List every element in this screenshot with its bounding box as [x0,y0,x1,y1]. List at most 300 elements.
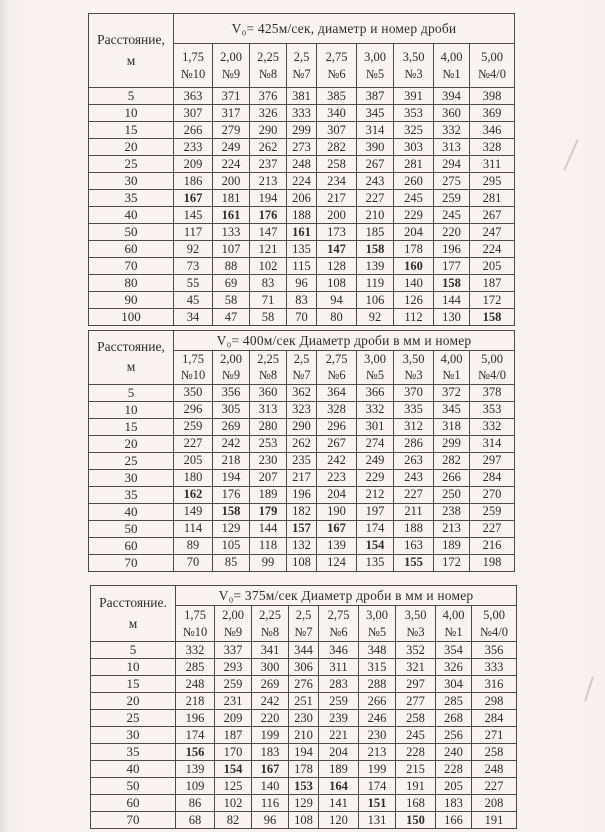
velocity-cell: 213 [250,173,287,190]
table-row [89,537,515,554]
table-row [91,710,517,727]
velocity-cell: 147 [317,241,357,258]
velocity-cell: 293 [215,659,252,676]
velocity-cell: 321 [396,659,436,676]
velocity-cell: 217 [287,469,317,486]
velocity-cell: 204 [317,486,357,503]
velocity-cell: 281 [394,156,434,173]
velocity-cell: 216 [470,537,515,554]
velocity-cell: 305 [213,401,250,418]
velocity-cell: 68 [176,812,215,829]
table-row [89,292,515,309]
velocity-cell: 174 [176,727,215,744]
velocity-cell: 198 [470,554,515,571]
velocity-cell: 391 [394,88,434,105]
velocity-cell: 274 [357,435,394,452]
shot-size-header: 2,00 №9 [215,606,252,642]
velocity-cell: 328 [317,401,357,418]
table-row [89,173,515,190]
velocity-cell: 129 [213,520,250,537]
velocity-cell: 173 [317,224,357,241]
velocity-cell: 161 [213,207,250,224]
velocity-cell: 179 [250,503,287,520]
velocity-cell: 298 [472,693,517,710]
velocity-cell: 224 [287,173,317,190]
velocity-cell: 83 [287,292,317,309]
velocity-cell: 109 [176,778,215,795]
velocity-cell: 149 [174,503,213,520]
distance-column-header: Расстояние, м [89,331,174,385]
velocity-cell: 176 [213,486,250,503]
velocity-cell: 283 [319,676,359,693]
table-row [91,812,517,829]
velocity-cell: 230 [289,710,319,727]
velocity-cell: 231 [215,693,252,710]
velocity-cell: 196 [287,486,317,503]
velocity-cell: 151 [359,795,396,812]
velocity-cell: 89 [174,537,213,554]
shot-size-header: 4,00 №1 [434,44,470,88]
velocity-cell: 346 [470,122,515,139]
velocity-cell: 145 [174,207,213,224]
velocity-cell: 350 [174,384,213,401]
velocity-cell: 243 [394,469,434,486]
velocity-cell: 158 [434,275,470,292]
table-row [89,190,515,207]
velocity-cell: 178 [394,241,434,258]
velocity-cell: 332 [176,642,215,659]
velocity-cell: 356 [213,384,250,401]
velocity-cell: 315 [359,659,396,676]
distance-cell: 30 [89,469,174,486]
velocity-cell: 307 [174,105,213,122]
velocity-cell: 144 [434,292,470,309]
table-row [89,122,515,139]
velocity-cell: 378 [470,384,515,401]
velocity-cell: 325 [394,122,434,139]
velocity-cell: 259 [215,676,252,693]
velocity-cell: 284 [472,710,517,727]
shot-size-header: 3,50 №3 [394,351,434,385]
velocity-cell: 246 [359,710,396,727]
velocity-cell: 209 [215,710,252,727]
velocity-cell: 174 [359,778,396,795]
velocity-cell: 370 [394,384,434,401]
velocity-cell: 115 [287,258,317,275]
velocity-cell: 157 [287,520,317,537]
velocity-cell: 345 [357,105,394,122]
velocity-cell: 369 [470,105,515,122]
velocity-cell: 249 [357,452,394,469]
velocity-cell: 85 [213,554,250,571]
velocity-cell: 353 [470,401,515,418]
velocity-cell: 259 [434,190,470,207]
velocity-cell: 333 [287,105,317,122]
velocity-cell: 284 [470,469,515,486]
distance-cell: 60 [91,795,176,812]
velocity-cell: 230 [250,452,287,469]
velocity-cell: 131 [359,812,396,829]
velocity-cell: 353 [394,105,434,122]
distance-cell: 40 [89,503,174,520]
velocity-cell: 140 [394,275,434,292]
velocity-cell: 267 [317,435,357,452]
velocity-cell: 242 [252,693,289,710]
velocity-cell: 124 [317,554,357,571]
table-row [91,761,517,778]
velocity-cell: 269 [213,418,250,435]
velocity-cell: 213 [359,744,396,761]
velocity-cell: 182 [287,503,317,520]
velocity-cell: 242 [213,435,250,452]
velocity-cell: 211 [394,503,434,520]
velocity-cell: 150 [396,812,436,829]
velocity-cell: 340 [317,105,357,122]
velocity-cell: 281 [470,190,515,207]
velocity-cell: 230 [359,727,396,744]
table-row [89,384,515,401]
table-row [89,105,515,122]
velocity-cell: 200 [213,173,250,190]
velocity-cell: 58 [213,292,250,309]
table-row [91,795,517,812]
velocity-cell: 250 [434,486,470,503]
velocity-cell: 156 [176,744,215,761]
velocity-cell: 117 [174,224,213,241]
velocity-cell: 348 [359,642,396,659]
velocity-cell: 194 [289,744,319,761]
velocity-cell: 167 [317,520,357,537]
distance-cell: 80 [89,275,174,292]
table-row [89,275,515,292]
velocity-cell: 282 [434,452,470,469]
velocity-cell: 207 [250,469,287,486]
velocity-cell: 70 [287,309,317,326]
velocity-cell: 80 [317,309,357,326]
velocity-cell: 197 [357,503,394,520]
velocity-cell: 307 [317,122,357,139]
velocity-cell: 120 [319,812,359,829]
velocity-cell: 106 [357,292,394,309]
velocity-cell: 259 [174,418,213,435]
velocity-cell: 144 [250,520,287,537]
velocity-cell: 233 [174,139,213,156]
velocity-cell: 234 [317,173,357,190]
velocity-cell: 332 [357,401,394,418]
velocity-cell: 116 [252,795,289,812]
velocity-cell: 189 [434,537,470,554]
velocity-cell: 205 [470,258,515,275]
table-row [91,744,517,761]
table-row [89,503,515,520]
velocity-cell: 323 [287,401,317,418]
velocity-cell: 360 [250,384,287,401]
velocity-cell: 372 [434,384,470,401]
velocity-cell: 204 [319,744,359,761]
table-row [89,401,515,418]
velocity-cell: 199 [252,727,289,744]
velocity-cell: 188 [287,207,317,224]
velocity-cell: 213 [434,520,470,537]
velocity-cell: 188 [394,520,434,537]
ballistics-table-v425 [88,13,515,326]
velocity-cell: 180 [174,469,213,486]
distance-cell: 35 [89,486,174,503]
distance-cell: 10 [89,401,174,418]
velocity-cell: 238 [434,503,470,520]
distance-cell: 60 [89,241,174,258]
distance-cell: 70 [89,554,174,571]
velocity-cell: 194 [250,190,287,207]
velocity-cell: 346 [319,642,359,659]
table-row [89,418,515,435]
velocity-cell: 183 [436,795,472,812]
velocity-cell: 121 [250,241,287,258]
velocity-cell: 290 [287,418,317,435]
shot-size-header: 2,5 №7 [287,44,317,88]
distance-cell: 5 [89,384,174,401]
distance-cell: 50 [91,778,176,795]
velocity-cell: 306 [289,659,319,676]
scan-mark [563,139,579,171]
velocity-cell: 313 [434,139,470,156]
velocity-cell: 363 [174,88,213,105]
velocity-cell: 204 [394,224,434,241]
velocity-cell: 243 [357,173,394,190]
velocity-cell: 107 [213,241,250,258]
velocity-cell: 258 [317,156,357,173]
velocity-cell: 172 [434,554,470,571]
velocity-cell: 314 [357,122,394,139]
velocity-cell: 227 [470,520,515,537]
velocity-cell: 126 [394,292,434,309]
table-row [89,224,515,241]
velocity-cell: 170 [215,744,252,761]
velocity-cell: 190 [317,503,357,520]
velocity-cell: 162 [174,486,213,503]
velocity-cell: 227 [472,778,517,795]
velocity-cell: 273 [287,139,317,156]
velocity-cell: 147 [250,224,287,241]
distance-cell: 10 [91,659,176,676]
velocity-cell: 217 [317,190,357,207]
velocity-cell: 158 [213,503,250,520]
shot-size-header: 4,00 №1 [434,351,470,385]
velocity-cell: 237 [250,156,287,173]
velocity-cell: 47 [213,309,250,326]
velocity-cell: 259 [319,693,359,710]
velocity-cell: 210 [289,727,319,744]
velocity-cell: 387 [357,88,394,105]
velocity-cell: 341 [252,642,289,659]
velocity-cell: 154 [357,537,394,554]
distance-cell: 40 [89,207,174,224]
distance-cell: 90 [89,292,174,309]
velocity-cell: 96 [252,812,289,829]
velocity-cell: 242 [317,452,357,469]
velocity-cell: 304 [436,676,472,693]
distance-cell: 50 [89,520,174,537]
velocity-cell: 251 [289,693,319,710]
distance-cell: 20 [89,139,174,156]
shot-size-header: 2,75 №6 [319,606,359,642]
distance-cell: 20 [91,693,176,710]
velocity-cell: 248 [472,761,517,778]
velocity-cell: 58 [250,309,287,326]
velocity-cell: 270 [470,486,515,503]
velocity-cell: 132 [287,537,317,554]
shot-size-header: 2,25 №8 [250,44,287,88]
velocity-cell: 108 [287,554,317,571]
distance-cell: 30 [89,173,174,190]
distance-cell: 15 [89,122,174,139]
velocity-cell: 168 [396,795,436,812]
shot-size-header: 3,00 №5 [357,44,394,88]
velocity-cell: 390 [357,139,394,156]
velocity-cell: 275 [434,173,470,190]
table-row [89,241,515,258]
velocity-cell: 316 [472,676,517,693]
velocity-cell: 205 [174,452,213,469]
velocity-cell: 139 [357,258,394,275]
velocity-cell: 177 [434,258,470,275]
velocity-cell: 248 [287,156,317,173]
velocity-cell: 196 [434,241,470,258]
velocity-cell: 139 [317,537,357,554]
velocity-cell: 71 [250,292,287,309]
velocity-cell: 299 [287,122,317,139]
velocity-cell: 86 [176,795,215,812]
velocity-cell: 191 [472,812,517,829]
velocity-cell: 133 [213,224,250,241]
velocity-cell: 154 [215,761,252,778]
velocity-cell: 99 [250,554,287,571]
velocity-cell: 158 [470,309,515,326]
velocity-cell: 385 [317,88,357,105]
velocity-cell: 294 [434,156,470,173]
velocity-cell: 181 [213,190,250,207]
table-row [91,778,517,795]
velocity-cell: 92 [174,241,213,258]
velocity-cell: 352 [396,642,436,659]
distance-cell: 20 [89,435,174,452]
velocity-cell: 256 [436,727,472,744]
velocity-cell: 296 [174,401,213,418]
velocity-cell: 285 [176,659,215,676]
velocity-cell: 313 [250,401,287,418]
velocity-cell: 295 [470,173,515,190]
velocity-cell: 267 [357,156,394,173]
velocity-cell: 200 [317,207,357,224]
distance-cell: 25 [89,156,174,173]
velocity-cell: 297 [470,452,515,469]
shot-size-header: 5,00 №4/0 [470,351,515,385]
velocity-cell: 258 [396,710,436,727]
velocity-cell: 366 [357,384,394,401]
velocity-cell: 139 [176,761,215,778]
distance-cell: 15 [89,418,174,435]
velocity-cell: 356 [472,642,517,659]
velocity-cell: 161 [287,224,317,241]
velocity-cell: 34 [174,309,213,326]
distance-cell: 35 [89,190,174,207]
velocity-cell: 205 [436,778,472,795]
velocity-cell: 218 [176,693,215,710]
velocity-cell: 55 [174,275,213,292]
velocity-cell: 141 [319,795,359,812]
velocity-cell: 185 [357,224,394,241]
velocity-cell: 45 [174,292,213,309]
velocity-cell: 70 [174,554,213,571]
table-title: V₀= 375м/сек Диаметр дроби в мм и номер [176,586,517,606]
ballistics-table-v375 [90,585,517,829]
table-title: V₀= 425м/сек, диаметр и номер дроби [174,14,515,44]
velocity-cell: 224 [213,156,250,173]
velocity-cell: 119 [357,275,394,292]
shot-size-header: 3,00 №5 [359,606,396,642]
shot-size-header: 2,25 №8 [252,606,289,642]
velocity-cell: 135 [357,554,394,571]
velocity-cell: 267 [470,207,515,224]
shot-size-header: 3,50 №3 [396,606,436,642]
velocity-cell: 102 [250,258,287,275]
distance-cell: 60 [89,537,174,554]
velocity-cell: 221 [319,727,359,744]
scan-edge-shadow [0,0,7,832]
distance-cell: 50 [89,224,174,241]
distance-column-header: Расстояние. м [91,586,176,642]
velocity-cell: 337 [215,642,252,659]
velocity-cell: 174 [357,520,394,537]
velocity-cell: 381 [287,88,317,105]
velocity-cell: 364 [317,384,357,401]
velocity-cell: 394 [434,88,470,105]
velocity-cell: 249 [213,139,250,156]
velocity-cell: 263 [394,452,434,469]
velocity-cell: 92 [357,309,394,326]
velocity-cell: 328 [470,139,515,156]
velocity-cell: 164 [319,778,359,795]
velocity-cell: 125 [215,778,252,795]
distance-cell: 30 [91,727,176,744]
distance-cell: 100 [89,309,174,326]
velocity-cell: 155 [394,554,434,571]
velocity-cell: 326 [250,105,287,122]
velocity-cell: 286 [394,435,434,452]
table-row [91,727,517,744]
velocity-cell: 277 [396,693,436,710]
velocity-cell: 178 [289,761,319,778]
velocity-cell: 189 [319,761,359,778]
velocity-cell: 335 [394,401,434,418]
velocity-cell: 223 [317,469,357,486]
velocity-cell: 301 [357,418,394,435]
table-row [89,469,515,486]
velocity-cell: 311 [470,156,515,173]
velocity-cell: 268 [436,710,472,727]
velocity-cell: 108 [289,812,319,829]
velocity-cell: 360 [434,105,470,122]
velocity-cell: 314 [470,435,515,452]
velocity-cell: 189 [250,486,287,503]
velocity-cell: 290 [250,122,287,139]
distance-cell: 40 [91,761,176,778]
velocity-cell: 210 [357,207,394,224]
velocity-cell: 326 [436,659,472,676]
velocity-cell: 228 [396,744,436,761]
velocity-cell: 299 [434,435,470,452]
velocity-cell: 166 [436,812,472,829]
